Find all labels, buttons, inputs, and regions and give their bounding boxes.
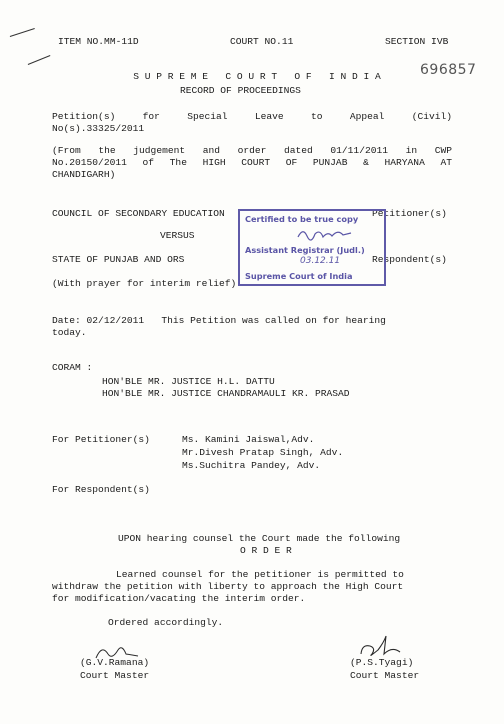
petitioner-advocate: Ms. Kamini Jaiswal,Adv. <box>182 434 315 445</box>
court-title: S U P R E M E C O U R T O F I N D I A <box>133 71 381 82</box>
stamp-line-4: Supreme Court of India <box>245 271 353 281</box>
margin-pen-mark <box>28 55 51 65</box>
certified-copy-stamp <box>238 209 386 286</box>
order-intro: UPON hearing counsel the Court made the following <box>118 533 401 544</box>
section: SECTION IVB <box>385 36 449 47</box>
item-number: ITEM NO.MM-11D <box>58 36 139 47</box>
versus: VERSUS <box>160 230 195 241</box>
from-line-3: CHANDIGARH) <box>52 169 116 180</box>
respondent-name: STATE OF PUNJAB AND ORS <box>52 254 185 265</box>
petitioner-name: COUNCIL OF SECONDARY EDUCATION <box>52 208 225 219</box>
signatory-name: (G.V.Ramana) <box>80 657 150 668</box>
date-line-2: today. <box>52 327 87 338</box>
from-line-2: No.20150/2011 of The HIGH COURT OF PUNJAB & HARYANA AT <box>52 157 452 168</box>
margin-pen-mark <box>10 28 35 37</box>
order-paragraph-line-1: Learned counsel for the petitioner is permitted to <box>116 569 404 580</box>
judge-2: HON'BLE MR. JUSTICE CHANDRAMAULI KR. PRASAD <box>102 388 350 399</box>
court-number: COURT NO.11 <box>230 36 294 47</box>
stamp-date: 03.12.11 <box>300 256 341 266</box>
coram-label: CORAM : <box>52 362 93 373</box>
petitioner-advocate: Mr.Divesh Pratap Singh, Adv. <box>182 447 344 458</box>
respondent-role: Respondent(s) <box>372 254 447 265</box>
date-line-1: Date: 02/12/2011 This Petition was called on for hearing <box>52 315 386 326</box>
order-paragraph-line-3: for modification/vacating the interim order. <box>52 593 306 604</box>
petition-line-2: No(s).33325/2011 <box>52 123 145 134</box>
order-paragraph-line-2: withdraw the petition with liberty to approach the High Court <box>52 581 404 592</box>
prayer: (With prayer for interim relief) <box>52 278 237 289</box>
ordered-accordingly: Ordered accordingly. <box>108 617 224 628</box>
signatory-title: Court Master <box>80 670 150 681</box>
petitioner-role: Petitioner(s) <box>372 208 447 219</box>
for-petitioner-label: For Petitioner(s) <box>52 434 150 445</box>
stamp-line-1: Certified to be true copy <box>245 214 359 224</box>
petition-line-1: Petition(s) for Special Leave to Appeal (Civil) <box>52 111 452 122</box>
for-respondent-label: For Respondent(s) <box>52 484 150 495</box>
order-heading: O R D E R <box>240 545 292 556</box>
signatory-title: Court Master <box>350 670 420 681</box>
judge-1: HON'BLE MR. JUSTICE H.L. DATTU <box>102 376 275 387</box>
document-number: 696857 <box>420 62 477 78</box>
from-line-1: (From the judgement and order dated 01/11/2011 in CWP <box>52 145 452 156</box>
signatory-name: (P.S.Tyagi) <box>350 657 414 668</box>
record-title: RECORD OF PROCEEDINGS <box>180 85 301 96</box>
stamp-line-2: Assistant Registrar (Judl.) <box>245 245 365 255</box>
stamp-signature <box>295 225 355 243</box>
petitioner-advocate: Ms.Suchitra Pandey, Adv. <box>182 460 321 471</box>
